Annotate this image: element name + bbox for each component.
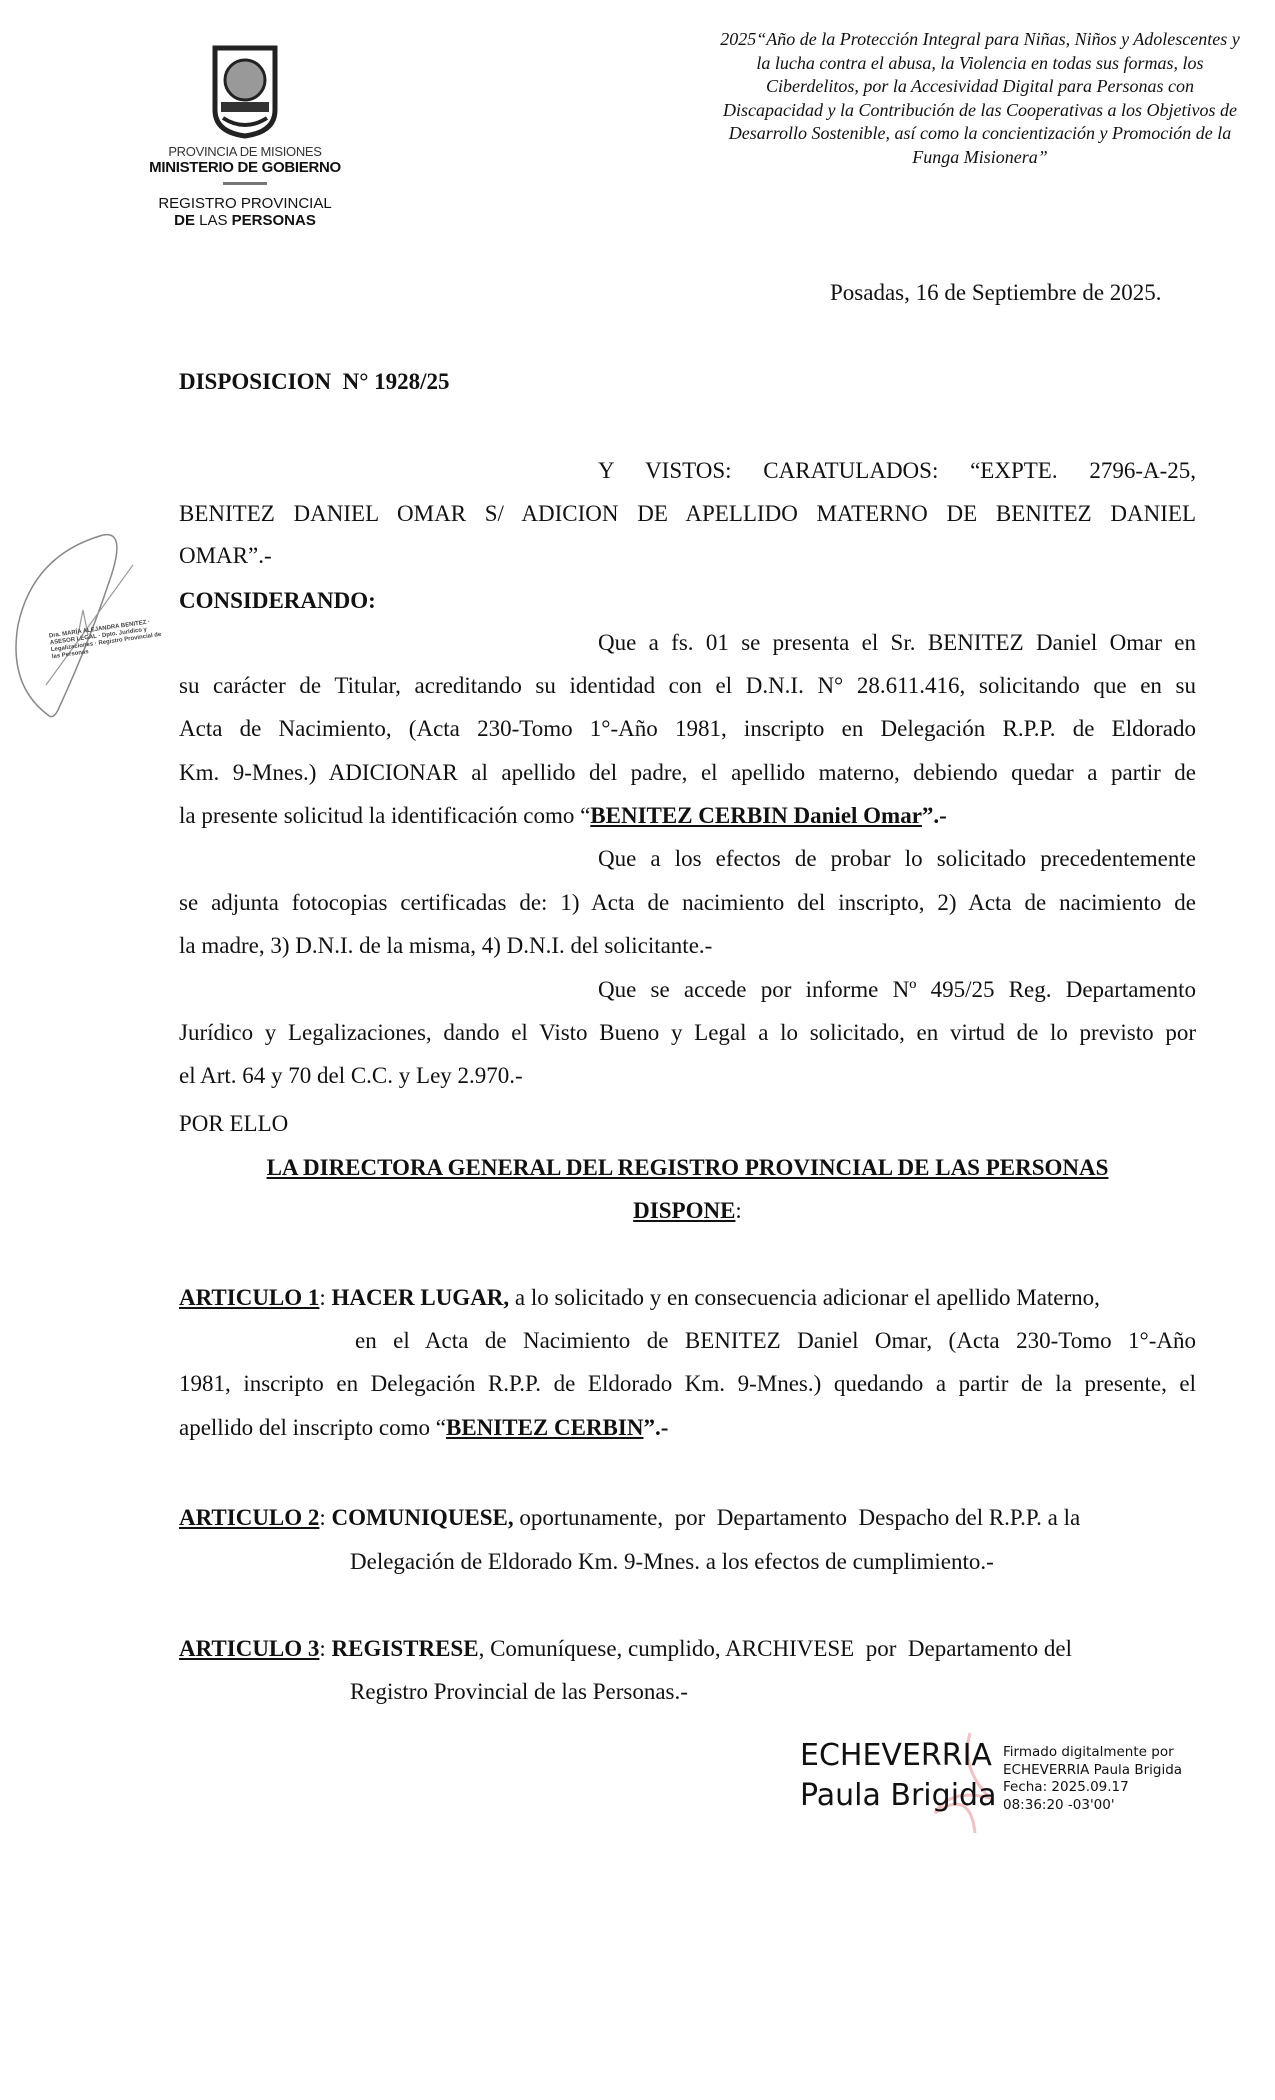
disposition-title: DISPOSICION N° 1928/25	[179, 369, 450, 394]
new-surname: BENITEZ CERBIN	[445, 1415, 644, 1440]
article-text: apellido del inscripto como “	[179, 1415, 446, 1440]
article-verb: HACER LUGAR,	[331, 1285, 510, 1310]
article-3-line: Registro Provincial de las Personas.-	[350, 1679, 688, 1704]
considerando-heading: CONSIDERANDO:	[179, 588, 376, 613]
signature-info	[1003, 1744, 1182, 1814]
por-ello: POR ELLO	[179, 1111, 289, 1136]
vistos-line: OMAR”.-	[179, 543, 272, 568]
para2-line: la madre, 3) D.N.I. de la misma, 4) D.N.I. del solicitante.-	[179, 933, 713, 958]
article-3-line	[179, 1634, 1072, 1664]
vistos-line: BENITEZ DANIEL OMAR S/ ADICION DE APELLIDO MATERNO DE BENITEZ DANIEL	[179, 501, 1196, 526]
legal-stamp	[8, 525, 178, 730]
signature-date: Fecha: 2025.09.17	[1003, 1779, 1129, 1795]
article-verb: REGISTRESE	[331, 1636, 479, 1661]
article-2-line: Delegación de Eldorado Km. 9-Mnes. a los efectos de cumplimiento.-	[350, 1549, 994, 1574]
para1-end: ”.-	[921, 803, 947, 828]
dispone-line	[179, 1196, 1196, 1226]
para1-text: la presente solicitud la identificación como “	[179, 803, 591, 828]
ministry-logo	[130, 30, 360, 229]
article-text: oportunamente, por Departamento Despacho del R.P.P. a la	[513, 1505, 1081, 1530]
article-end: ”.-	[643, 1415, 669, 1440]
para2-line: Que a los efectos de probar lo solicitado precedentemente	[598, 846, 1196, 871]
ministry-name: MINISTERIO DE GOBIERNO	[149, 159, 341, 176]
article-text: , Comuníquese, cumplido, ARCHIVESE por Departamento del	[478, 1636, 1073, 1661]
para1-line: Que a fs. 01 se presenta el Sr. BENITEZ Daniel Omar en	[598, 630, 1196, 655]
para3-line: el Art. 64 y 70 del C.C. y Ley 2.970.-	[179, 1063, 523, 1088]
signature-time: 08:36:20 -03'00'	[1003, 1796, 1115, 1813]
para1-line: Acta de Nacimiento, (Acta 230-Tomo 1°-Año 1981, inscripto en Delegación R.P.P. de Eldorado	[179, 716, 1196, 741]
article-verb: COMUNIQUESE,	[331, 1505, 514, 1530]
article-colon: :	[319, 1505, 326, 1530]
para1-line: su carácter de Titular, acreditando su identidad con el D.N.I. N° 28.611.416, solicitando que en su	[179, 673, 1196, 698]
province-name: PROVINCIA DE MISIONES	[168, 144, 322, 159]
registry-line1: REGISTRO PROVINCIAL	[158, 195, 332, 212]
dispone: DISPONE	[633, 1198, 736, 1223]
registry-line2	[130, 212, 360, 229]
registry-de: DE	[174, 212, 195, 229]
article-text: a lo solicitado y en consecuencia adicionar el apellido Materno,	[509, 1285, 1100, 1310]
provincial-seal-icon	[205, 40, 285, 140]
registry-personas: PERSONAS	[231, 212, 316, 229]
dispone-colon: :	[735, 1198, 742, 1223]
para3-line: Que se accede por informe Nº 495/25 Reg. Departamento	[598, 977, 1196, 1002]
para1-line: Km. 9-Mnes.) ADICIONAR al apellido del padre, el apellido materno, debiendo quedar a partir de	[179, 760, 1196, 785]
signature-info-line: Firmado digitalmente por	[1003, 1744, 1174, 1760]
para3-line: Jurídico y Legalizaciones, dando el Visto Bueno y Legal a lo solicitado, en virtud de lo previsto por	[179, 1020, 1196, 1045]
signature-info-line: ECHEVERRIA Paula Brigida	[1003, 1761, 1183, 1778]
date-line: Posadas, 16 de Septiembre de 2025.	[830, 280, 1162, 305]
registry-las: LAS	[194, 212, 232, 229]
article-2-line	[179, 1503, 1080, 1533]
requested-name: BENITEZ CERBIN Daniel Omar	[590, 803, 922, 828]
article-label: ARTICULO 1	[179, 1285, 320, 1310]
stamp-text: Dra. MARÍA ALEJANDRA BENITEZ · ASESOR LEGAL · Dpto. Jurídico y Legalizaciones · Registro Provincial de las Personas	[48, 619, 162, 661]
article-label: ARTICULO 3	[179, 1636, 320, 1661]
article-label: ARTICULO 2	[179, 1505, 320, 1530]
article-1-line: en el Acta de Nacimiento de BENITEZ Daniel Omar, (Acta 230-Tomo 1°-Año	[355, 1328, 1196, 1353]
resolution-heading: LA DIRECTORA GENERAL DEL REGISTRO PROVINCIAL DE LAS PERSONAS	[266, 1155, 1109, 1180]
para1-line	[179, 801, 947, 831]
para2-line: se adjunta fotocopias certificadas de: 1) Acta de nacimiento del inscripto, 2) Acta de nacimiento de	[179, 890, 1196, 915]
signer-name-line2: Paula Brigida	[800, 1778, 997, 1813]
article-1-line: 1981, inscripto en Delegación R.P.P. de Eldorado Km. 9-Mnes.) quedando a partir de la presente, el	[179, 1371, 1196, 1396]
signer-name-line1: ECHEVERRIA	[800, 1738, 992, 1773]
article-1-line	[179, 1413, 668, 1443]
logo-divider	[223, 182, 267, 185]
vistos-line: Y VISTOS: CARATULADOS: “EXPTE. 2796-A-25,	[598, 458, 1196, 483]
article-1-line	[179, 1283, 1100, 1313]
article-colon: :	[319, 1285, 326, 1310]
year-motto: 2025“Año de la Protección Integral para Niñas, Niños y Adolescentes y la lucha contra el abusa, la Violencia en todas sus formas, los Ciberdelitos, por la Accesividad Digital para Personas con Discapacidad y la Contribución de las Cooperativas a los Objetivos de Desarrollo Sostenible, así como la concientización y Promoción de la Funga Misionera”	[720, 29, 1240, 167]
article-colon: :	[319, 1636, 326, 1661]
